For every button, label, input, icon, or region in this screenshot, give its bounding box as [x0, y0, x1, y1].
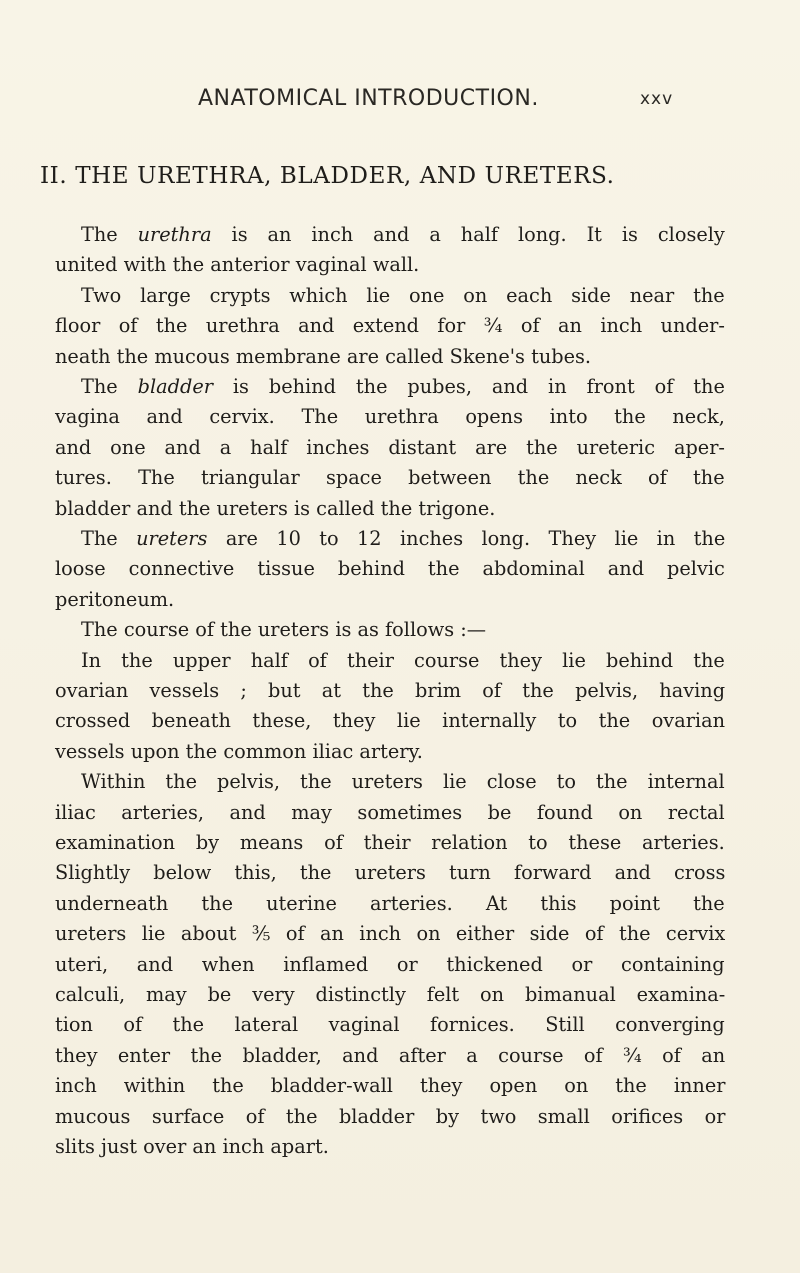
text-line: loose connective tissue behind the abdominal and pelvic [55, 557, 725, 581]
text-line: bladder and the ureters is called the trigone. [55, 496, 496, 520]
text-line: they enter the bladder, and after a course of ¾ of an [55, 1043, 726, 1067]
text-line: ovarian vessels ; but at the brim of the pelvis, having [55, 679, 726, 702]
text-line: examination by means of their relation to these arteries. [55, 831, 725, 854]
text-line: neath the mucous membrane are called Skene's tubes. [55, 344, 592, 368]
text-line: Within the pelvis, the ureters lie close to the internal [81, 770, 725, 794]
text-line: vessels upon the common iliac artery. [55, 739, 423, 763]
text-line: Slightly below this, the ureters turn forward and cross [55, 861, 726, 885]
text-line: slits just over an inch apart. [55, 1135, 329, 1158]
text-line: floor of the urethra and extend for ¾ of an inch under- [55, 314, 725, 338]
text-line: Two large crypts which lie one on each side near the [81, 283, 725, 307]
text-line: The urethra is an inch and a half long. It is closely [81, 223, 725, 246]
text-line: united with the anterior vaginal wall. [55, 253, 420, 277]
text-line: mucous surface of the bladder by two small orifices or [55, 1104, 726, 1128]
text-line: The course of the ureters is as follows :— [81, 618, 487, 642]
text-line: inch within the bladder-wall they open on the inner [55, 1074, 726, 1098]
text-line: peritoneum. [55, 587, 175, 611]
text-line: The ureters are 10 to 12 inches long. They lie in the [81, 527, 726, 550]
text-line: tion of the lateral vaginal fornices. Still converging [55, 1013, 725, 1037]
text-line: In the upper half of their course they lie behind the [81, 648, 725, 672]
running-head [0, 86, 800, 116]
text-line: calculi, may be very distinctly felt on bimanual examina- [55, 983, 726, 1006]
text-line: underneath the uterine arteries. At this point the [55, 891, 725, 915]
section-heading: II. THE URETHRA, BLADDER, AND URETERS. [40, 163, 615, 189]
text-line: uteri, and when inflamed or thickened or containing [55, 952, 725, 976]
text-line: iliac arteries, and may sometimes be found on rectal [55, 800, 725, 824]
text-line: vagina and cervix. The urethra opens into the neck, [55, 405, 725, 429]
running-title: ANATOMICAL INTRODUCTION. [198, 86, 539, 111]
text-line: tures. The triangular space between the neck of the [55, 466, 725, 490]
text-line: ureters lie about ⅗ of an inch on either side of the cervix [55, 922, 726, 946]
page-numeral: xxv [640, 89, 674, 109]
text-line: and one and a half inches distant are the ureteric aper- [55, 435, 725, 459]
text-line: crossed beneath these, they lie internally to the ovarian [55, 709, 725, 733]
text-line: The bladder is behind the pubes, and in front of the [81, 375, 725, 398]
